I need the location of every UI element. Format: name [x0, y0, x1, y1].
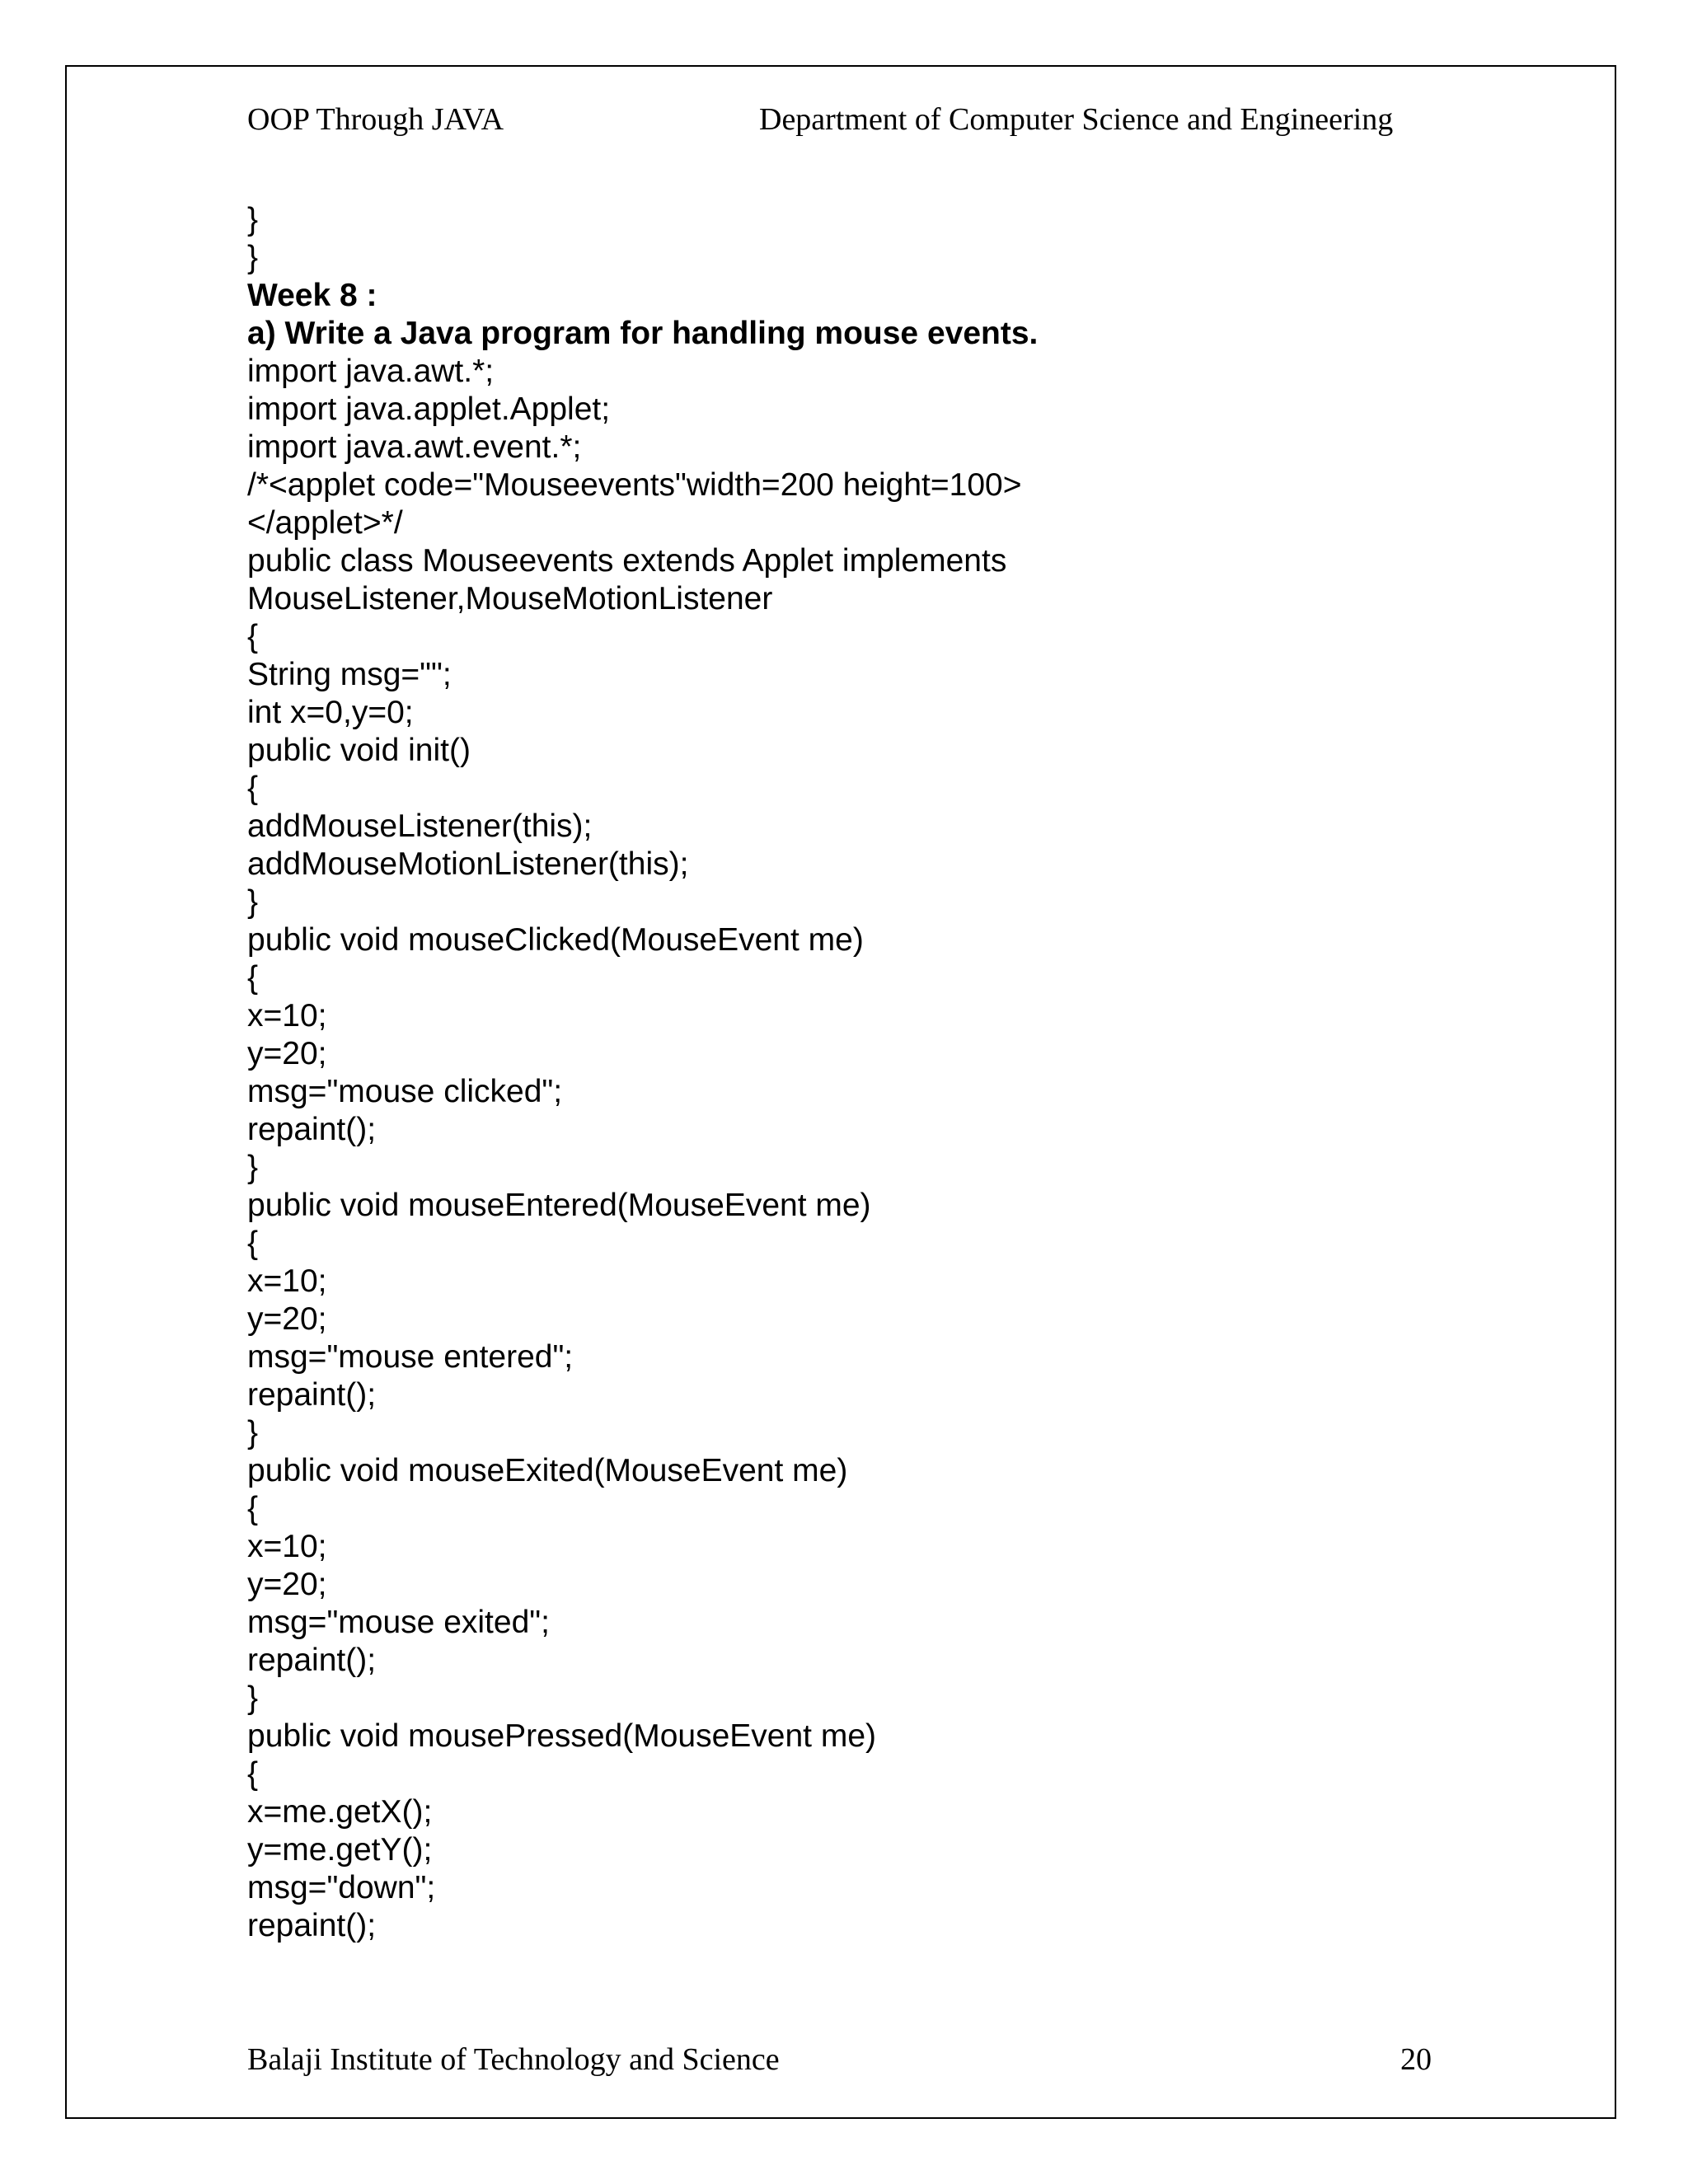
- code-line: import java.awt.*;: [247, 354, 495, 389]
- code-line: }: [247, 1680, 259, 1716]
- page-content: [247, 201, 1566, 1945]
- code-line: msg="down";: [247, 1870, 436, 1905]
- code-line: import java.awt.event.*;: [247, 429, 582, 465]
- code-line: {: [247, 1491, 259, 1526]
- code-line: </applet>*/: [247, 505, 403, 541]
- page-number: 20: [1400, 2042, 1432, 2077]
- code-line: y=20;: [247, 1567, 327, 1602]
- code-line: y=20;: [247, 1036, 327, 1071]
- code-line: public void mousePressed(MouseEvent me): [247, 1718, 877, 1754]
- code-line: x=10;: [247, 1263, 327, 1299]
- code-line: public class Mouseevents extends Applet implements: [247, 543, 1007, 579]
- code-line: msg="mouse entered";: [247, 1339, 574, 1375]
- code-line: public void mouseClicked(MouseEvent me): [247, 922, 864, 958]
- code-line: String msg="";: [247, 657, 452, 692]
- code-line: {: [247, 1226, 259, 1261]
- code-line: {: [247, 771, 259, 806]
- code-line: }: [247, 884, 259, 920]
- code-line: msg="mouse clicked";: [247, 1074, 563, 1109]
- code-line: public void mouseEntered(MouseEvent me): [247, 1188, 871, 1223]
- code-line: MouseListener,MouseMotionListener: [247, 581, 773, 616]
- code-line: x=10;: [247, 1529, 327, 1564]
- code-line: public void init(): [247, 733, 471, 768]
- code-line: addMouseMotionListener(this);: [247, 846, 689, 882]
- code-line: {: [247, 619, 259, 654]
- code-line: x=me.getX();: [247, 1794, 433, 1830]
- footer-institution: Balaji Institute of Technology and Science: [247, 2042, 780, 2077]
- code-line: x=10;: [247, 998, 327, 1033]
- code-line: }: [247, 1150, 259, 1185]
- header-course-title: OOP Through JAVA: [247, 102, 504, 137]
- content-line: }: [247, 202, 259, 237]
- code-line: public void mouseExited(MouseEvent me): [247, 1453, 848, 1488]
- code-line: repaint();: [247, 1112, 377, 1147]
- code-line: import java.applet.Applet;: [247, 391, 611, 427]
- code-line: {: [247, 960, 259, 996]
- exercise-title: a) Write a Java program for handling mouse events.: [247, 316, 1039, 351]
- header-department: Department of Computer Science and Engineering: [759, 102, 1394, 137]
- code-line: addMouseListener(this);: [247, 808, 593, 844]
- code-line: repaint();: [247, 1377, 377, 1413]
- code-line: {: [247, 1756, 259, 1792]
- code-line: }: [247, 1415, 259, 1451]
- content-line: }: [247, 240, 259, 275]
- code-line: msg="mouse exited";: [247, 1605, 550, 1640]
- week-heading: Week 8 :: [247, 278, 377, 313]
- code-line: int x=0,y=0;: [247, 695, 414, 730]
- code-line: repaint();: [247, 1908, 377, 1943]
- code-line: /*<applet code="Mouseevents"width=200 height=100>: [247, 467, 1022, 503]
- code-line: repaint();: [247, 1643, 377, 1678]
- code-line: y=me.getY();: [247, 1832, 433, 1868]
- code-line: y=20;: [247, 1301, 327, 1337]
